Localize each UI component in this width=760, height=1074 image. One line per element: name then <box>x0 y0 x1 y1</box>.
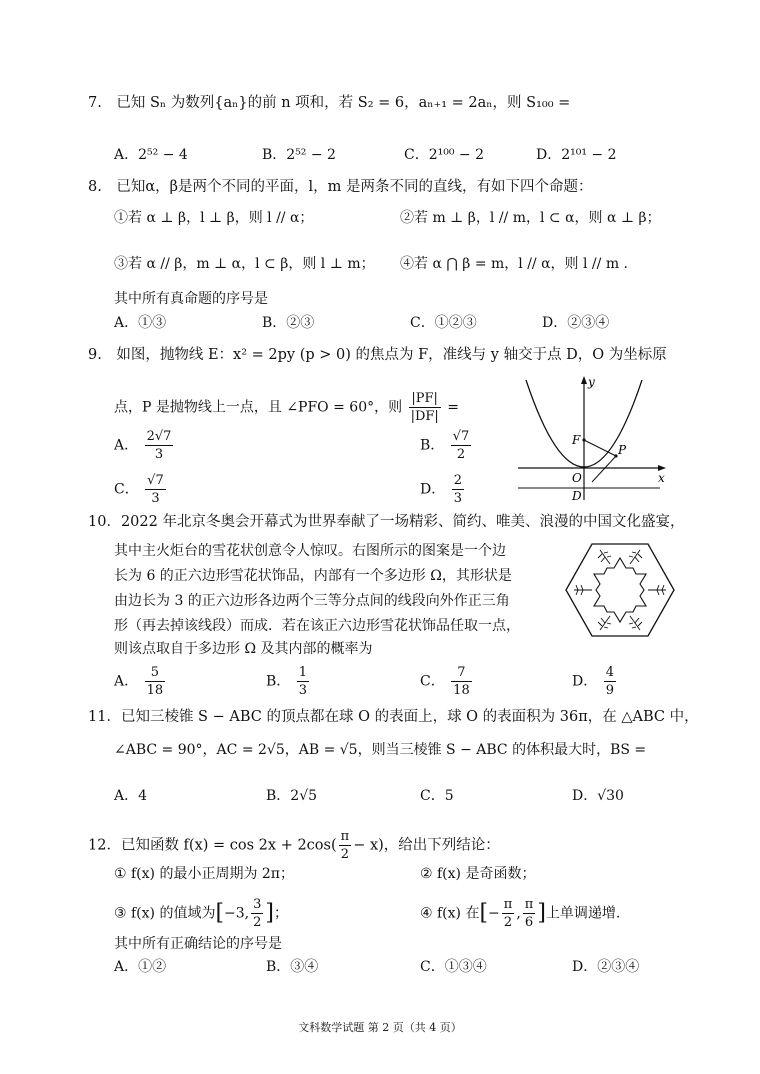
q10-option-b <box>266 664 311 699</box>
q7-option-c: C．2¹⁰⁰ − 2 <box>404 147 484 163</box>
q8-ask: 其中所有真命题的序号是 <box>114 291 268 307</box>
q9-stem-text: 点，P 是抛物线上一点，且 ∠PFO = 60°，则 <box>114 399 403 416</box>
q10-option-c-label: C． <box>420 673 445 690</box>
q9-option-a-num: 2√7 <box>146 429 172 444</box>
q8-proposition-2: ②若 m ⊥ β，l // m，l ⊂ α，则 α ⊥ β； <box>400 210 661 226</box>
q9-option-b-den: 2 <box>456 447 466 462</box>
q12-c3-end: ； <box>274 905 289 922</box>
q12-c4-den-1: 2 <box>503 915 513 930</box>
q12-option-b: B．③④ <box>266 959 319 975</box>
q12-c4-minus: − <box>488 905 500 922</box>
q10-option-c-num: 7 <box>451 664 472 682</box>
q12-c3-num: 3 <box>253 897 262 912</box>
q9-option-c-fraction <box>145 472 166 507</box>
q9-option-c-den: 3 <box>151 491 160 506</box>
q12-c4-text: ④ f(x) 在 <box>420 905 480 922</box>
q10-option-d-label: D． <box>572 673 598 690</box>
q8-stem: 8. 已知α，β是两个不同的平面，l，m 是两条不同的直线，有如下四个命题： <box>88 179 593 195</box>
q12-c4-right-bracket: ] <box>537 900 546 926</box>
q9-option-b <box>420 428 473 463</box>
q9-option-d-fraction <box>452 472 464 507</box>
q9-option-d-den: 3 <box>453 491 462 506</box>
q10-option-a <box>114 664 167 699</box>
q9-fig-label-f: F <box>572 433 581 447</box>
q9-fig-label-p: P <box>618 443 627 457</box>
q9-option-a-label: A． <box>114 437 139 454</box>
q10-option-a-fraction <box>145 664 166 699</box>
q9-option-a-den: 3 <box>154 447 164 462</box>
q11-option-b: B．2√5 <box>266 788 318 804</box>
q8-proposition-4: ④若 α ⋂ β = m，l // α，则 l // m . <box>400 256 628 272</box>
q12-c4-fraction-1 <box>502 896 515 931</box>
q10-line-3: 长为 6 的正六边形雪花状饰品，内部有一个多边形 Ω，其形状是 <box>114 568 512 584</box>
q10-option-c <box>420 664 474 699</box>
q10-option-d <box>572 664 618 699</box>
q8-option-c: C．①②③ <box>410 315 477 331</box>
q10-option-d-fraction <box>604 664 616 699</box>
q10-snowflake-hexagon-figure <box>564 540 676 640</box>
q12-ask: 其中所有正确结论的序号是 <box>114 936 282 952</box>
q12-option-a: A．①② <box>114 959 167 975</box>
q9-option-b-fraction <box>451 428 472 463</box>
q12-c3-text: ③ f(x) 的值域为 <box>114 905 216 922</box>
q9-option-c-num: √7 <box>147 473 164 488</box>
q12-stem-text-b: − x)，给出下列结论： <box>353 837 500 854</box>
q8-proposition-1: ①若 α ⊥ β，l ⊥ β，则 l // α； <box>114 210 314 226</box>
q11-line-2: ∠ABC = 90°，AC = 2√5，AB = √5，则当三棱锥 S − ABC 的体积最大时，BS = <box>114 742 647 758</box>
q12-c4-fraction-2 <box>523 896 536 931</box>
q8-proposition-3: ③若 α // β，m ⊥ α，l ⊂ β，则 l ⊥ m； <box>114 256 375 272</box>
q9-option-a-fraction <box>145 428 174 463</box>
q10-line-5: 形（再去掉该线段）而成．若在该正六边形雪花状饰品任取一点， <box>114 618 520 634</box>
q9-fig-label-d: D <box>572 489 582 503</box>
q9-option-c <box>114 472 168 507</box>
q9-ratio-fraction <box>409 390 441 425</box>
q9-fig-label-y: y <box>588 375 595 389</box>
q9-option-b-label: B． <box>420 437 445 454</box>
q12-stem-fraction <box>339 828 352 863</box>
q8-option-b: B．②③ <box>262 315 315 331</box>
q7-option-b: B．2⁵² − 2 <box>262 147 336 163</box>
q9-option-c-label: C． <box>114 481 139 498</box>
q12-c3-fraction <box>251 896 263 931</box>
q12-stem-text-a: 12．已知函数 f(x) = cos 2x + 2cos( <box>88 837 337 854</box>
q9-option-a <box>114 428 175 463</box>
q11-option-d: D．√30 <box>572 788 624 804</box>
q10-option-b-num: 1 <box>298 665 308 680</box>
q10-option-b-den: 3 <box>298 683 308 698</box>
q12-c4-end: 上单调递增. <box>545 905 621 922</box>
q7-option-a: A．2⁵² − 4 <box>114 147 188 163</box>
q9-option-d <box>420 472 466 507</box>
q10-line-2: 其中主火炬台的雪花状创意令人惊叹。右图所示的图案是一个边 <box>114 543 506 559</box>
q12-c3-lower: −3, <box>224 905 250 922</box>
q10-option-a-num: 5 <box>145 664 166 682</box>
q12-conclusion-3 <box>114 896 288 931</box>
q12-c3-left-bracket: [ <box>215 900 225 926</box>
q12-c4-comma: , <box>516 905 521 922</box>
q7-option-d: D．2¹⁰¹ − 2 <box>536 147 617 163</box>
q9-equals: = <box>447 399 459 416</box>
q12-stem-den: 2 <box>340 847 350 862</box>
q9-parabola-figure <box>512 372 672 504</box>
q11-option-a: A．4 <box>114 788 148 804</box>
q9-option-d-num: 2 <box>453 473 462 488</box>
q9-stem-line2 <box>114 390 459 425</box>
q9-option-d-label: D． <box>420 481 446 498</box>
q12-c4-num-2: π <box>524 897 534 912</box>
q12-conclusion-2: ② f(x) 是奇函数； <box>420 866 536 882</box>
q9-option-b-num: √7 <box>452 429 470 444</box>
q10-line-1: 10．2022 年北京冬奥会开幕式为世界奉献了一场精彩、简约、唯美、浪漫的中国文化盛宴， <box>88 514 685 530</box>
q12-stem-num: π <box>340 829 350 844</box>
q9-fig-label-o: O <box>572 471 582 485</box>
page-footer: 文科数学试题 第 2 页（共 4 页） <box>298 1021 462 1034</box>
q10-option-a-label: A． <box>114 673 139 690</box>
q10-option-c-fraction <box>451 664 472 699</box>
q12-conclusion-1: ① f(x) 的最小正周期为 2π； <box>114 866 295 882</box>
q10-option-b-label: B． <box>266 673 291 690</box>
q9-fig-label-x: x <box>658 471 665 485</box>
q11-option-c: C．5 <box>420 788 454 804</box>
q11-line-1: 11．已知三棱锥 S − ABC 的顶点都在球 O 的表面上，球 O 的表面积为 36π，在 △ABC 中， <box>88 709 699 725</box>
q12-c3-den: 2 <box>253 915 262 930</box>
q10-option-c-den: 18 <box>453 683 470 698</box>
q10-option-b-fraction <box>297 664 309 699</box>
q10-option-d-num: 4 <box>605 665 614 680</box>
q12-option-c: C．①③④ <box>420 959 487 975</box>
q12-c4-num-1: π <box>503 897 513 912</box>
q10-option-d-den: 9 <box>605 683 614 698</box>
q10-line-4: 由边长为 3 的正六边形各边两个三等分点间的线段向外作正三角 <box>114 593 510 609</box>
q12-stem <box>88 828 500 863</box>
q10-option-a-den: 18 <box>146 683 164 698</box>
q8-option-a: A．①③ <box>114 315 167 331</box>
q12-c4-den-2: 6 <box>524 915 534 930</box>
q9-stem-line1: 9. 如图，抛物线 E：x² = 2py (p > 0) 的焦点为 F，准线与 y 轴交于点 D，O 为坐标原 <box>88 347 667 363</box>
q7-stem: 7. 已知 Sₙ 为数列{aₙ}的前 n 项和，若 S₂ = 6，aₙ₊₁ = 2aₙ，则 S₁₀₀ = <box>88 95 571 111</box>
q12-c3-right-bracket: ] <box>265 900 275 926</box>
q12-option-d: D．②③④ <box>572 959 640 975</box>
q12-c4-left-bracket: [ <box>479 900 489 926</box>
q9-ratio-denominator: |DF| <box>410 409 439 424</box>
q12-conclusion-4 <box>420 896 620 931</box>
q8-option-d: D．②③④ <box>542 315 610 331</box>
q10-line-6: 则该点取自于多边形 Ω 及其内部的概率为 <box>114 641 373 657</box>
q9-ratio-numerator: |PF| <box>409 390 441 408</box>
